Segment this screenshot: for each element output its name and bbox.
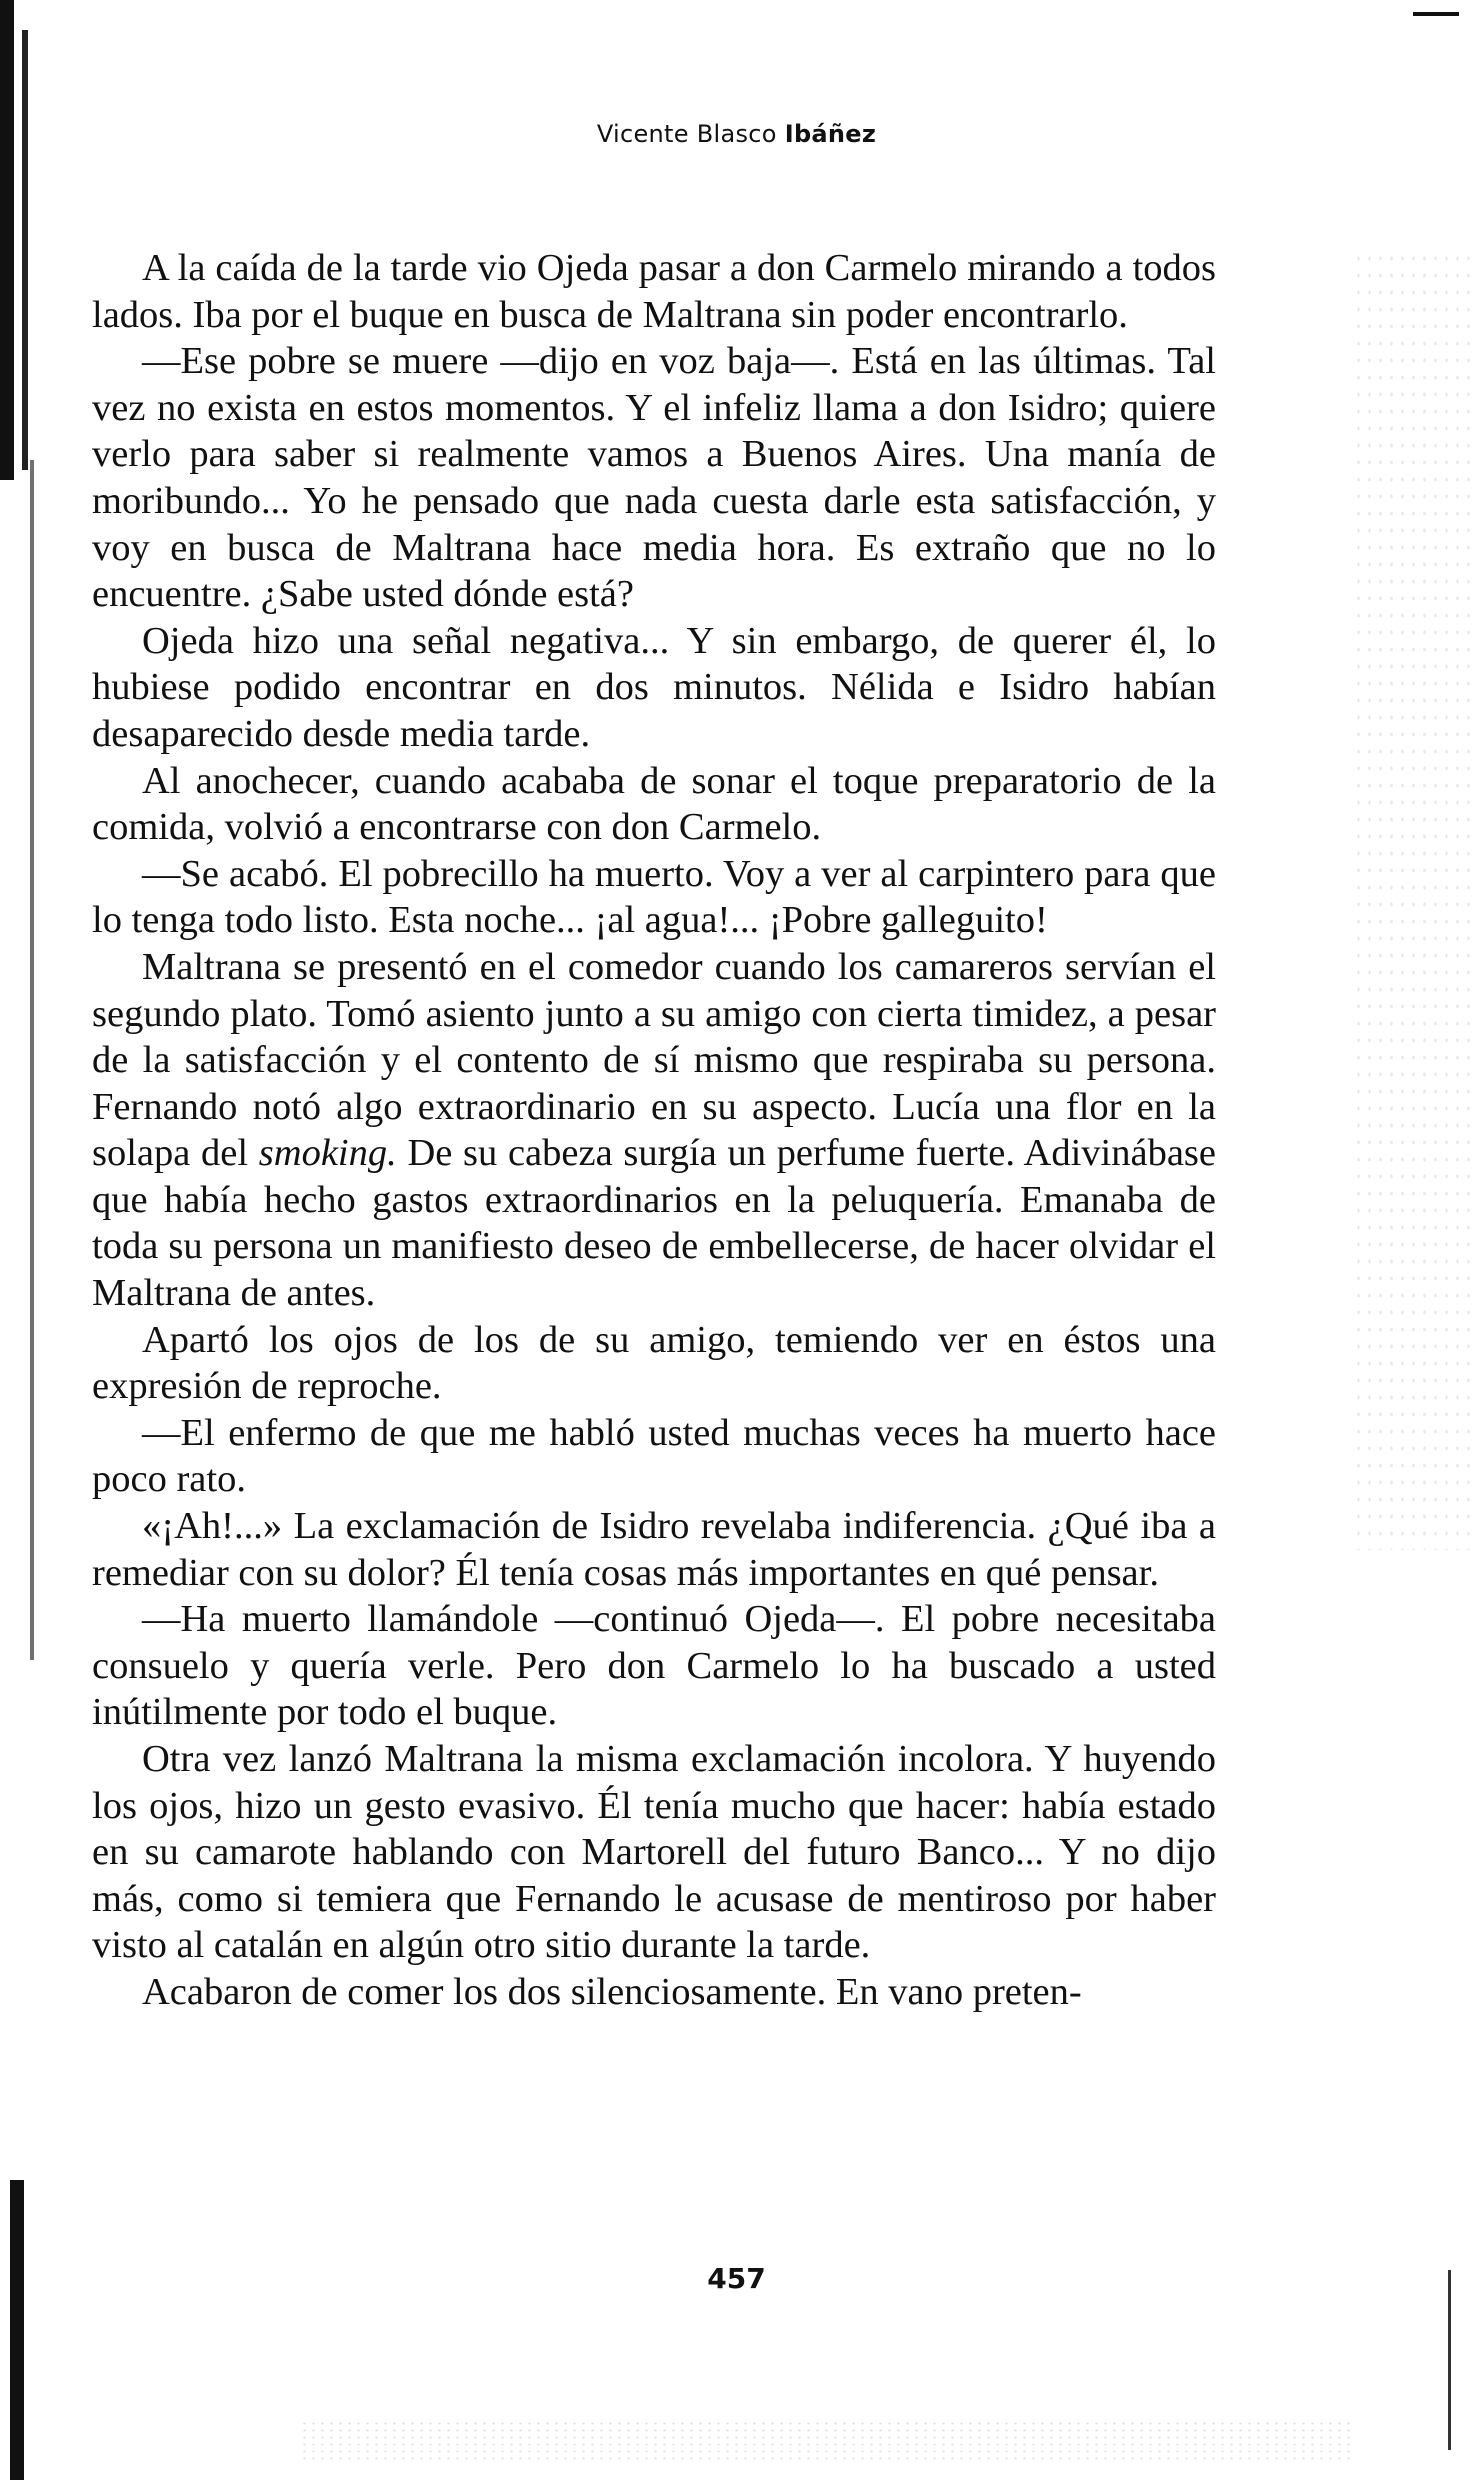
- scan-shadow-bottom-left: [10, 2180, 24, 2480]
- scan-shadow-left-inner: [22, 30, 28, 470]
- paragraph: Al anochecer, cuando acababa de sonar el toque preparatorio de la comida, volvió a encontrarse con don Carmelo.: [92, 759, 1216, 849]
- paragraph: A la caída de la tarde vio Ojeda pasar a don Carmelo mirando a todos lados. Iba por el buque en busca de Maltrana sin poder encontrarlo.: [92, 247, 1216, 336]
- scan-shadow-left-fade: [30, 460, 34, 1660]
- paragraph: [92, 944, 1216, 1317]
- paragraph: —Ha muerto llamándole —continuó Ojeda—. El pobre necesitaba consuelo y quería verle. Pero don Carmelo lo ha buscado a usted inútilmente por todo el buque.: [92, 1598, 1216, 1734]
- paragraph: Acabaron de comer los dos silenciosamente. En vano preten-: [142, 1970, 1082, 2013]
- paragraph: Otra vez lanzó Maltrana la misma exclamación incolora. Y huyendo los ojos, hizo un gesto evasivo. Él tenía mucho que hacer: había estado en su camarote hablando con Martorell del futuro Banco... Y no dijo más, como si temiera que Fernando le acusase de mentiroso por haber visto al catalán en algún otro sitio durante la tarde.: [92, 1738, 1216, 1967]
- scan-mark-top-right: [1413, 12, 1459, 16]
- paragraph: Ojeda hizo una señal negativa... Y sin embargo, de querer él, lo hubiese podido encontrar en dos minutos. Nélida e Isidro habían desaparecido desde media tarde.: [92, 619, 1216, 755]
- paragraph-text: Maltrana se presentó en el comedor cuando los camareros servían el segundo plato. Tomó asiento junto a su amigo con cierta timidez, a pesar de la satisfacción y el contento de sí mismo que respiraba su persona. Fernando notó algo extraordinario en su aspecto. Lucía una flor en la solapa del: [92, 945, 1216, 1175]
- paragraph: —Se acabó. El pobrecillo ha muerto. Voy a ver al carpintero para que lo tenga todo listo. Esta noche... ¡al agua!... ¡Pobre galleguito!: [92, 852, 1216, 942]
- author-last-name: Ibáñez: [784, 120, 877, 148]
- scan-noise-right: [1353, 250, 1473, 1550]
- page-number: 457: [707, 2262, 766, 2295]
- scan-noise-bottom: [300, 2420, 1350, 2460]
- body-text: [92, 245, 1216, 2016]
- paragraph: —Ese pobre se muere —dijo en voz baja—. Está en las últimas. Tal vez no exista en estos momentos. Y el infeliz llama a don Isidro; quiere verlo para saber si realmente vamos a Buenos Aires. Una manía de moribundo... Yo he pensado que nada cuesta darle esta satisfacción, y voy en busca de Maltrana hace media hora. Es extraño que no lo encuentre. ¿Sabe usted dónde está?: [92, 340, 1216, 616]
- running-header: [0, 120, 1473, 148]
- paragraph: —El enfermo de que me habló usted muchas veces ha muerto hace poco rato.: [92, 1411, 1216, 1501]
- paragraph: Apartó los ojos de los de su amigo, temiendo ver en éstos una expresión de reproche.: [92, 1318, 1216, 1408]
- italic-word: smoking.: [258, 1132, 397, 1175]
- paragraph: «¡Ah!...» La exclamación de Isidro revelaba indiferencia. ¿Qué iba a remediar con su dolor? Él tenía cosas más importantes en qué pensar.: [92, 1505, 1216, 1594]
- scan-shadow-left: [0, 0, 14, 480]
- paragraph-text: De su cabeza surgía un perfume fuerte. Adivinábase que había hecho gastos extraordinarios en la peluquería. Emanaba de toda su persona un manifiesto deseo de embellecerse, de hacer olvidar el Maltrana de antes.: [92, 1132, 1217, 1315]
- author-first-name: Vicente Blasco: [596, 120, 785, 148]
- scan-mark-bottom-right: [1448, 2270, 1451, 2450]
